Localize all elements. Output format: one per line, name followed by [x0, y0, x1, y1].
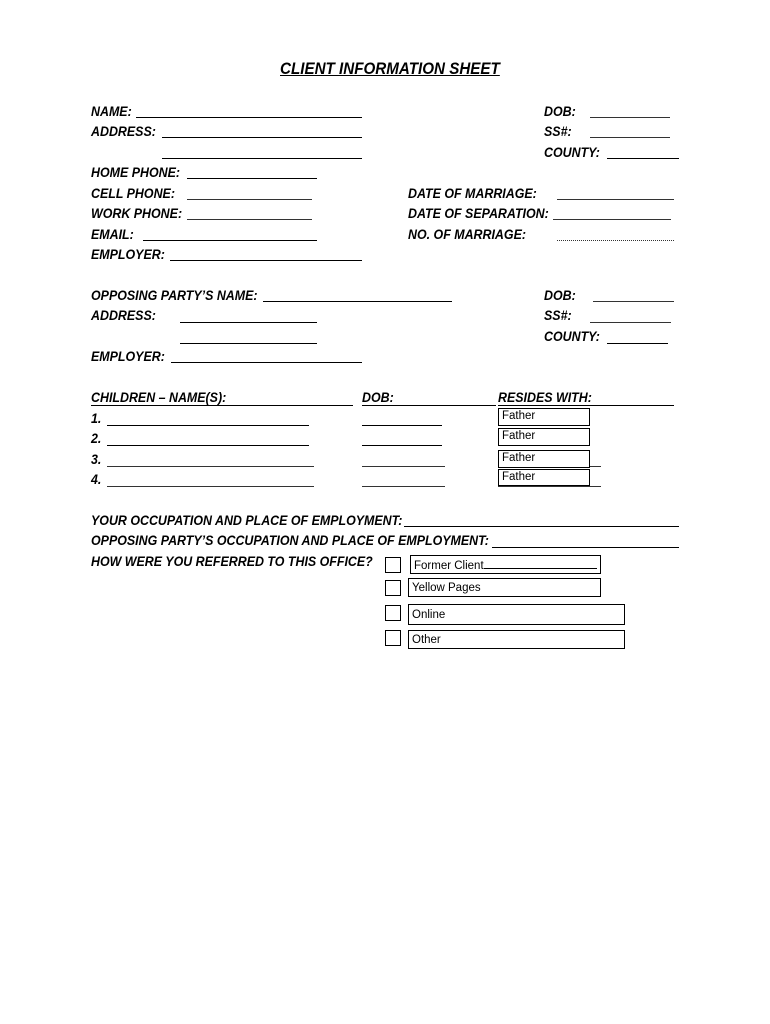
opposing-county-label: COUNTY: [544, 329, 600, 344]
date-of-marriage-label: DATE OF MARRIAGE: [408, 186, 537, 201]
cell-phone-field[interactable] [187, 199, 312, 200]
referral-online-field[interactable] [408, 604, 625, 625]
referral-yellow-pages-label: Yellow Pages [412, 582, 481, 594]
referral-online-checkbox[interactable] [385, 605, 401, 621]
your-occupation-label: YOUR OCCUPATION AND PLACE OF EMPLOYMENT: [91, 513, 403, 528]
referral-online-label: Online [412, 609, 446, 621]
child-4-dob-field[interactable] [362, 486, 445, 487]
opposing-dob-field[interactable] [593, 301, 674, 302]
referral-other-field[interactable] [408, 630, 625, 649]
opposing-ss-field[interactable] [590, 322, 671, 323]
referral-yellow-pages-checkbox[interactable] [385, 580, 401, 596]
referral-former-client-checkbox[interactable] [385, 557, 401, 573]
opposing-occupation-field[interactable] [492, 547, 679, 548]
no-of-marriage-field[interactable] [557, 240, 674, 241]
children-dob-label: DOB: [362, 390, 394, 405]
child-2-number: 2. [91, 431, 102, 446]
children-header-underline [91, 405, 353, 406]
county-label: COUNTY: [544, 145, 600, 160]
date-of-separation-label: DATE OF SEPARATION: [408, 206, 549, 221]
employer-field[interactable] [170, 260, 362, 261]
opposing-name-field[interactable] [263, 301, 452, 302]
email-field[interactable] [143, 240, 317, 241]
work-phone-label: WORK PHONE: [91, 206, 183, 221]
referral-yellow-pages-field[interactable] [408, 578, 601, 597]
child-2-dob-field[interactable] [362, 445, 442, 446]
child-1-number: 1. [91, 411, 102, 426]
children-dob-underline [362, 405, 496, 406]
referral-question: HOW WERE YOU REFERRED TO THIS OFFICE? [91, 554, 373, 569]
work-phone-field[interactable] [187, 219, 312, 220]
name-label: NAME: [91, 104, 132, 119]
child-1-name-field[interactable] [107, 425, 309, 426]
name-field[interactable] [136, 117, 362, 118]
child-3-name-field[interactable] [107, 466, 314, 467]
child-1-dob-field[interactable] [362, 425, 442, 426]
child-2-resides-select[interactable]: Father [498, 428, 590, 446]
former-client-blank [484, 558, 597, 569]
opposing-address-field[interactable] [180, 322, 317, 323]
your-occupation-field[interactable] [404, 526, 679, 527]
opposing-address-label: ADDRESS: [91, 308, 156, 323]
dob-field[interactable] [590, 117, 670, 118]
date-of-separation-field[interactable] [553, 219, 671, 220]
opposing-dob-label: DOB: [544, 288, 576, 303]
opposing-employer-field[interactable] [171, 362, 362, 363]
child-4-name-field[interactable] [107, 486, 314, 487]
no-of-marriage-label: NO. OF MARRIAGE: [408, 227, 526, 242]
email-label: EMAIL: [91, 227, 134, 242]
referral-other-label: Other [412, 634, 441, 646]
cell-phone-label: CELL PHONE: [91, 186, 175, 201]
ss-label: SS#: [544, 124, 572, 139]
address-field-2[interactable] [162, 158, 362, 159]
date-of-marriage-field[interactable] [557, 199, 674, 200]
resides-header-underline [498, 405, 674, 406]
child-3-resides-select[interactable]: Father [498, 450, 590, 468]
child-4-number: 4. [91, 472, 102, 487]
employer-label: EMPLOYER: [91, 247, 165, 262]
children-names-label: CHILDREN – NAME(S): [91, 390, 227, 405]
opposing-name-label: OPPOSING PARTY’S NAME: [91, 288, 258, 303]
dob-label: DOB: [544, 104, 576, 119]
child-1-resides-select[interactable]: Father [498, 408, 590, 426]
opposing-ss-label: SS#: [544, 308, 572, 323]
child-3-dob-field[interactable] [362, 466, 445, 467]
county-field[interactable] [607, 158, 679, 159]
page-title: CLIENT INFORMATION SHEET [280, 60, 500, 78]
opposing-occupation-label: OPPOSING PARTY’S OCCUPATION AND PLACE OF EMPLOYMENT: [91, 533, 489, 548]
opposing-county-field[interactable] [607, 343, 668, 344]
opposing-address-field-2[interactable] [180, 343, 317, 344]
home-phone-label: HOME PHONE: [91, 165, 181, 180]
child-2-name-field[interactable] [107, 445, 309, 446]
child-4-resides-select[interactable]: Father [498, 469, 590, 486]
child-3-number: 3. [91, 452, 102, 467]
opposing-employer-label: EMPLOYER: [91, 349, 165, 364]
address-label: ADDRESS: [91, 124, 156, 139]
referral-other-checkbox[interactable] [385, 630, 401, 646]
home-phone-field[interactable] [187, 178, 317, 179]
ss-field[interactable] [590, 137, 670, 138]
resides-with-label: RESIDES WITH: [498, 390, 592, 405]
referral-former-client-field[interactable] [410, 555, 601, 574]
address-field[interactable] [162, 137, 362, 138]
referral-former-client-label: Former Client [414, 560, 484, 572]
child-4-resides-underline [498, 486, 601, 487]
